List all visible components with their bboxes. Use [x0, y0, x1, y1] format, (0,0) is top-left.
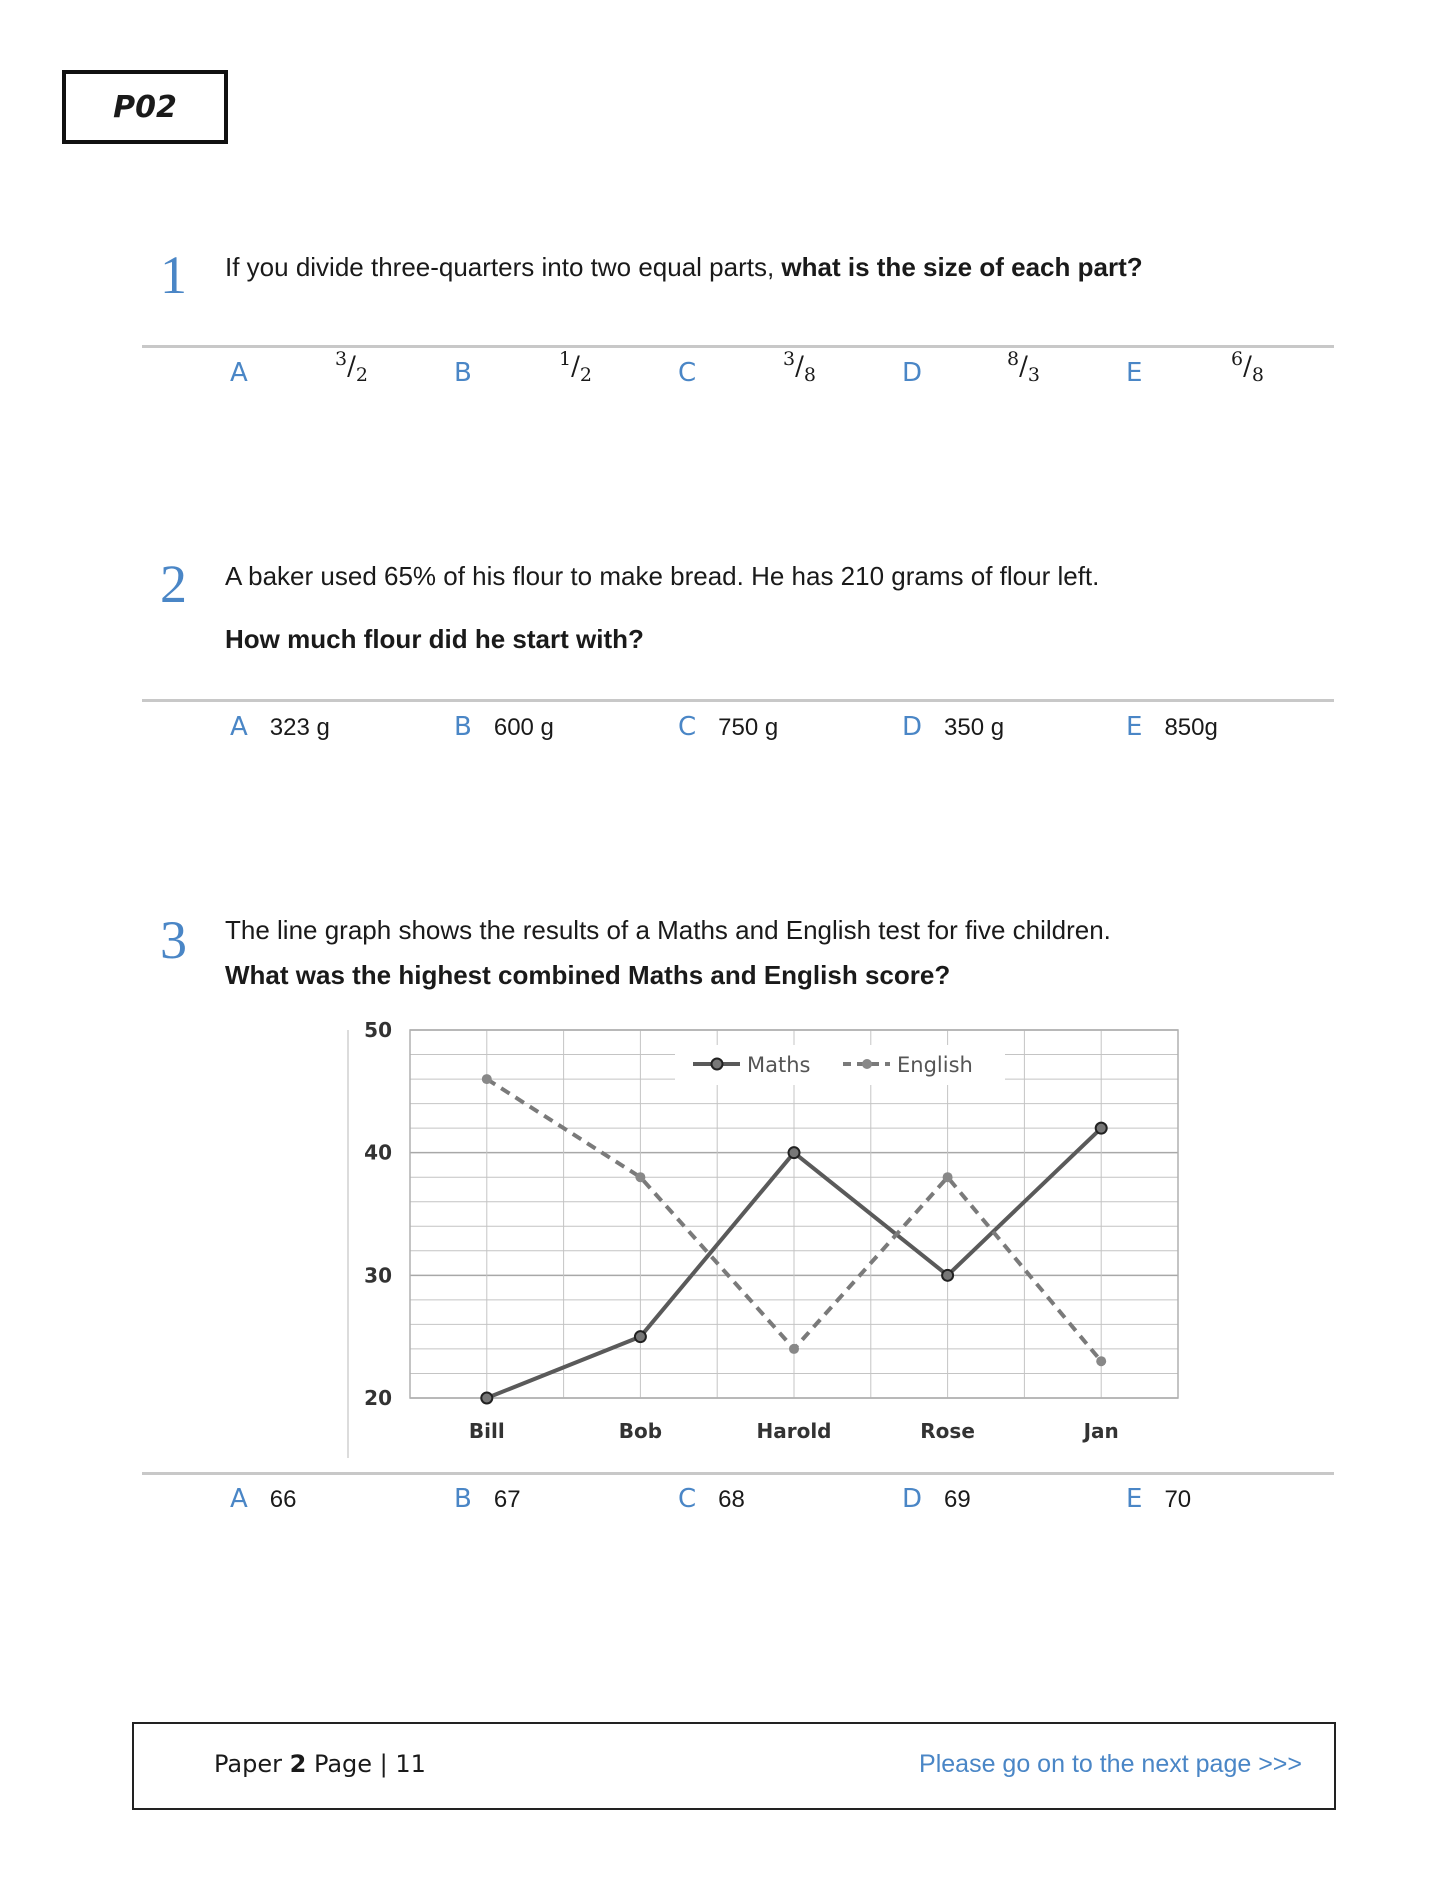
fraction-slash: / — [1243, 351, 1252, 382]
question-3-question: What was the highest combined Maths and English score? — [225, 960, 951, 990]
option-letter: E — [1126, 712, 1143, 742]
next-page-link[interactable]: Please go on to the next page >>> — [919, 1750, 1302, 1778]
y-tick-label: 50 — [364, 1018, 392, 1042]
option-letter: C — [678, 358, 697, 388]
option-letter: B — [454, 358, 472, 388]
y-tick-label: 40 — [364, 1140, 392, 1165]
q3-option-c[interactable] — [678, 1484, 745, 1514]
q1-option-c[interactable] — [678, 358, 696, 388]
fraction-denominator: 8 — [1251, 363, 1264, 386]
option-value: 850g — [1164, 714, 1218, 741]
legend-label-maths: Maths — [747, 1053, 811, 1077]
fraction-slash: / — [571, 351, 580, 382]
y-tick-label: 30 — [364, 1263, 392, 1288]
footer-page-info — [214, 1750, 426, 1778]
question-1-text-bold: what is the size of each part? — [781, 252, 1143, 282]
q1-option-d-fraction — [1007, 348, 1040, 386]
data-point-maths — [1096, 1123, 1107, 1134]
question-1-divider — [142, 345, 1334, 348]
q1-option-e[interactable] — [1126, 358, 1142, 388]
option-value: 67 — [493, 1486, 521, 1513]
fraction-denominator: 2 — [579, 363, 592, 386]
option-value: 69 — [944, 1486, 971, 1513]
data-point-english — [635, 1172, 645, 1182]
q1-option-d[interactable] — [902, 358, 922, 388]
question-3-divider — [142, 1472, 1334, 1475]
data-point-english — [789, 1344, 799, 1354]
x-category-label: Harold — [756, 1419, 832, 1443]
option-value: 70 — [1164, 1486, 1192, 1513]
data-point-maths — [942, 1270, 953, 1281]
option-letter: D — [902, 712, 923, 742]
option-value: 68 — [718, 1486, 745, 1513]
q2-option-c[interactable] — [678, 712, 778, 742]
q3-option-a[interactable] — [230, 1484, 297, 1514]
line-chart — [340, 1010, 1220, 1480]
option-letter: E — [1126, 1484, 1143, 1514]
question-2-divider — [142, 699, 1334, 702]
legend-marker-maths — [712, 1059, 723, 1070]
fraction-denominator: 3 — [1027, 363, 1040, 386]
footer-paper-number: 2 — [289, 1750, 307, 1778]
legend-label-english: English — [897, 1053, 973, 1077]
q1-option-a[interactable] — [230, 358, 248, 388]
q1-option-e-fraction — [1231, 348, 1264, 386]
option-letter: B — [454, 1484, 472, 1514]
option-value: 350 g — [944, 714, 1005, 741]
option-value: 323 g — [269, 714, 330, 741]
fraction-denominator: 2 — [355, 363, 368, 386]
option-letter: B — [454, 712, 472, 742]
fraction-numerator: 6 — [1231, 348, 1244, 370]
question-1-text — [225, 252, 1143, 283]
y-tick-label: 20 — [364, 1386, 392, 1410]
question-1-number: 1 — [160, 245, 187, 305]
data-point-english — [482, 1074, 492, 1084]
question-3-number: 3 — [160, 910, 187, 970]
x-category-label: Bob — [618, 1419, 663, 1443]
q3-option-b[interactable] — [454, 1484, 521, 1514]
q1-option-a-fraction — [335, 348, 368, 386]
question-1-text-plain: If you divide three-quarters into two equal parts, — [225, 252, 782, 282]
q1-option-b-fraction — [559, 348, 592, 386]
data-point-english — [1096, 1356, 1106, 1366]
q3-option-d[interactable] — [902, 1484, 971, 1514]
option-letter: D — [902, 358, 923, 388]
legend-marker-english — [862, 1059, 872, 1069]
q1-option-b[interactable] — [454, 358, 472, 388]
option-letter: A — [230, 1484, 248, 1514]
data-point-english — [943, 1172, 953, 1182]
question-2-text: A baker used 65% of his flour to make bread. He has 210 grams of flour left. — [225, 561, 1100, 591]
fraction-slash: / — [1019, 351, 1028, 382]
footer-page-label: Page | — [306, 1750, 396, 1778]
option-value: 750 g — [718, 714, 779, 741]
data-point-maths — [481, 1393, 492, 1404]
q2-option-e[interactable] — [1126, 712, 1218, 742]
q3-option-e[interactable] — [1126, 1484, 1191, 1514]
option-value: 66 — [269, 1486, 297, 1513]
question-3-text: The line graph shows the results of a Maths and English test for five children. — [225, 915, 1111, 945]
fraction-numerator: 3 — [783, 348, 796, 370]
fraction-slash: / — [795, 351, 804, 382]
fraction-numerator: 8 — [1007, 348, 1020, 370]
footer-page-number: 11 — [395, 1750, 426, 1778]
question-2-number: 2 — [160, 554, 187, 614]
page-footer — [132, 1722, 1336, 1810]
fraction-numerator: 3 — [335, 348, 348, 370]
fraction-denominator: 8 — [803, 363, 816, 386]
option-letter: D — [902, 1484, 923, 1514]
data-point-maths — [789, 1147, 800, 1158]
data-point-maths — [635, 1331, 646, 1342]
question-2-question: How much flour did he start with? — [225, 624, 644, 654]
fraction-slash: / — [347, 351, 356, 382]
x-category-label: Bill — [468, 1419, 505, 1443]
paper-code: P02 — [113, 89, 177, 125]
option-letter: A — [230, 712, 248, 742]
paper-code-box — [62, 70, 228, 144]
q2-option-a[interactable] — [230, 712, 330, 742]
q2-option-b[interactable] — [454, 712, 554, 742]
option-value: 600 g — [493, 714, 554, 741]
footer-paper-label: Paper — [214, 1750, 290, 1778]
x-category-label: Jan — [1083, 1419, 1119, 1443]
q1-option-c-fraction — [783, 348, 816, 386]
option-letter: A — [230, 358, 248, 388]
option-letter: C — [678, 712, 697, 742]
fraction-numerator: 1 — [559, 348, 572, 370]
option-letter: E — [1126, 358, 1143, 388]
q2-option-d[interactable] — [902, 712, 1004, 742]
x-category-label: Rose — [920, 1419, 975, 1443]
option-letter: C — [678, 1484, 697, 1514]
